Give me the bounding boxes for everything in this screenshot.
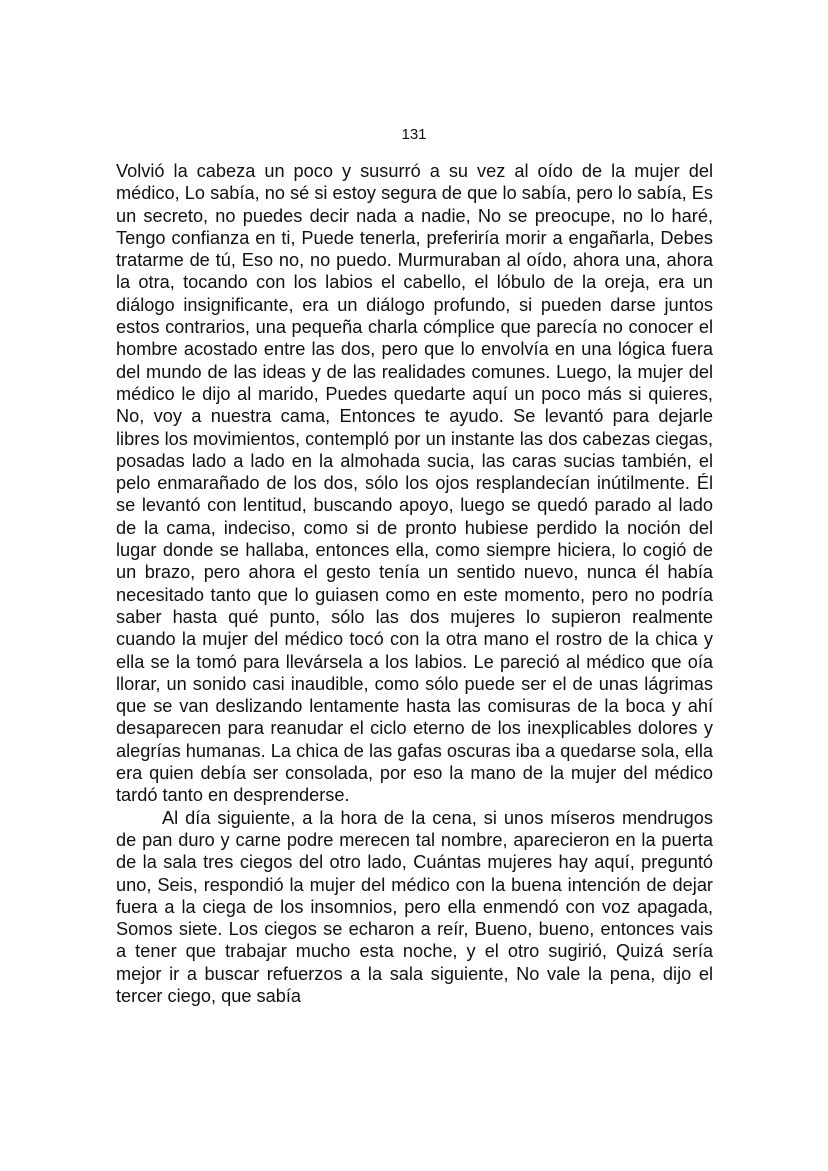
paragraph-2: Al día siguiente, a la hora de la cena, si unos míseros mendrugos de pan duro y carne podre merecen tal nombre, aparecieron en la puerta de la sala tres ciegos del otro lado, Cuántas mujeres hay aquí, preguntó uno, Seis, respondió la mujer del médico con la buena intención de dejar fuera a la ciega de los insomnios, pero ella enmendó con voz apagada, Somos siete. Los ciegos se echaron a reír, Bueno, bueno, entonces vais a tener que trabajar mucho esta noche, y el otro sugirió, Quizá sería mejor ir a buscar refuerzos a la sala siguiente, No vale la pena, dijo el tercer ciego, que sabía <box>116 807 713 1006</box>
body-text <box>116 160 713 1007</box>
paragraph-1: Volvió la cabeza un poco y susurró a su vez al oído de la mujer del médico, Lo sabía, no sé si estoy segura de que lo sabía, pero lo sabía, Es un secreto, no puedes decir nada a nadie, No se preocupe, no lo haré, Tengo confianza en ti, Puede tenerla, preferiría morir a engañarla, Debes tratarme de tú, Eso no, no puedo. Murmuraban al oído, ahora una, ahora la otra, tocando con los labios el cabello, el lóbulo de la oreja, era un diálogo insignificante, era un diálogo profundo, si pueden darse juntos estos contrarios, una pequeña charla cómplice que parecía no conocer el hombre acostado entre las dos, pero que lo envolvía en una lógica fuera del mundo de las ideas y de las realidades comunes. Luego, la mujer del médico le dijo al marido, Puedes quedarte aquí un poco más si quieres, No, voy a nuestra cama, Entonces te ayudo. Se levantó para dejarle libres los movimientos, contempló por un instante las dos cabezas ciegas, posadas lado a lado en la almohada sucia, las caras sucias también, el pelo enmarañado de los dos, sólo los ojos resplandecían inútilmente. Él se levantó con lentitud, buscando apoyo, luego se quedó parado al lado de la cama, indeciso, como si de pronto hubiese perdido la noción del lugar donde se hallaba, entonces ella, como siempre hiciera, lo cogió de un brazo, pero ahora el gesto tenía un sentido nuevo, nunca él había necesitado tanto que lo guiasen como en este momento, pero no podría saber hasta qué punto, sólo las dos mujeres lo supieron realmente cuando la mujer del médico tocó con la otra mano el rostro de la chica y ella se la tomó para llevársela a los labios. Le pareció al médico que oía llorar, un sonido casi inaudible, como sólo puede ser el de unas lágrimas que se van deslizando lentamente hasta las comisuras de la boca y ahí desaparecen para reanudar el ciclo eterno de los inexplicables dolores y alegrías humanas. La chica de las gafas oscuras iba a quedarse sola, ella era quien debía ser consolada, por eso la mano de la mujer del médico tardó tanto en desprenderse. <box>116 161 713 806</box>
page-number: 131 <box>401 126 427 143</box>
